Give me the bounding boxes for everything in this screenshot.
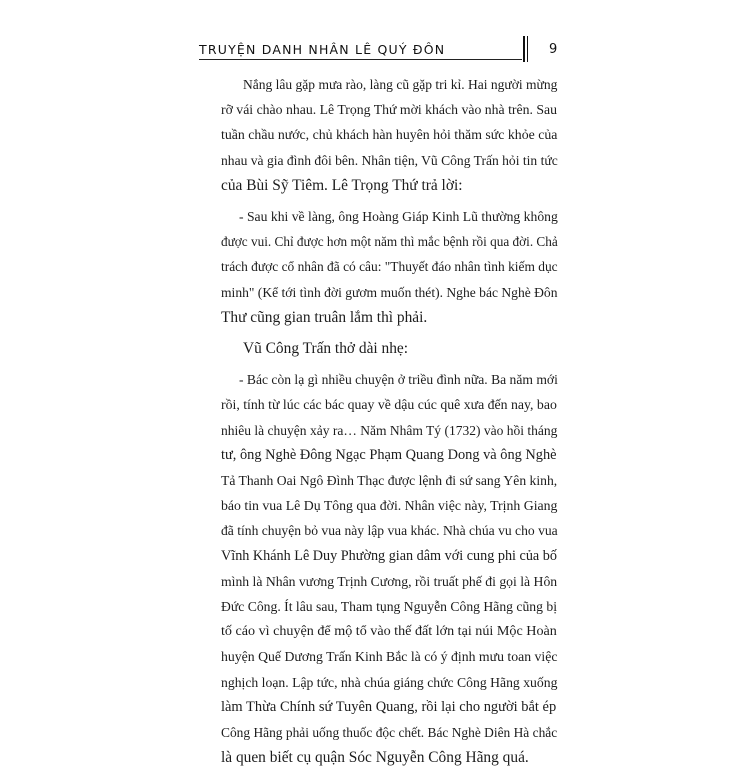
body-text: [199, 72, 558, 770]
text-line: nhau và gia đình đôi bên. Nhân tiện, Vũ Công Trấn hỏi tin tức: [221, 152, 558, 168]
running-head-title: TRUYỆN DANH NHÂN LÊ QUÝ ĐÔN: [199, 42, 446, 57]
text-line: tư, ông Nghè Đông Ngạc Phạm Quang Dong và ông Nghè: [221, 446, 557, 463]
header-divider-bar: [523, 36, 525, 62]
header-rule: [199, 59, 522, 60]
text-line: mình là Nhân vương Trịnh Cương, rồi truất phế đi gọi là Hôn: [221, 573, 558, 589]
page-number: 9: [549, 42, 558, 57]
text-line: tố cáo vì chuyện để mộ tổ vào thế đất lớn tại núi Mộc Hoàn: [221, 623, 557, 640]
text-line: minh" (Kể tới tình đời gươm muốn thét). Nghe bác Nghè Đôn: [221, 284, 558, 300]
text-line: làm Thừa Chính sứ Tuyên Quang, rồi lại cho người bắt ép: [221, 698, 557, 715]
text-line: báo tin vua Lê Dụ Tông qua đời. Nhân việc này, Trịnh Giang: [221, 498, 558, 514]
paragraph-narration-1: [199, 72, 558, 198]
text-line: trách được cổ nhân đã có câu: "Thuyết đáo nhân tình kiếm dục: [221, 259, 558, 275]
text-line: - Bác còn lạ gì nhiều chuyện ở triều đình nữa. Ba năm mới: [239, 372, 558, 388]
text-line: tuần chầu nước, chủ khách hàn huyên hỏi thăm sức khỏe của: [221, 127, 558, 143]
text-line: rỡ vái chào nhau. Lê Trọng Thứ mời khách vào nhà trên. Sau: [221, 102, 558, 118]
text-line: là quen biết cụ quận Sóc Nguyễn Công Hãng quá.: [221, 749, 529, 767]
text-line: Thư cũng gian truân lắm thì phải.: [221, 308, 428, 326]
text-line: Đức Công. Ít lâu sau, Tham tụng Nguyễn Công Hãng cũng bị: [221, 599, 557, 615]
text-line: huyện Quế Dương Trấn Kinh Bắc là có ý định mưu toan việc: [221, 649, 558, 665]
text-line: Tả Thanh Oai Ngô Đình Thạc được lệnh đi sứ sang Yên kinh,: [221, 473, 558, 489]
text-line: Nắng lâu gặp mưa rào, làng cũ gặp tri kỉ. Hai người mừng: [243, 77, 558, 92]
text-line: - Sau khi về làng, ông Hoàng Giáp Kinh Lũ thường không: [239, 209, 558, 225]
text-line: rồi, tính từ lúc các bác quay về dậu cúc quê xưa đến nay, bao: [221, 397, 557, 413]
text-line: Công Hãng phải uống thuốc độc chết. Bác Nghè Diên Hà chắc: [221, 725, 558, 741]
text-line: được vui. Chỉ được hơn một năm thì mắc bệnh rồi qua đời. Chả: [221, 234, 558, 250]
text-line: Vĩnh Khánh Lê Duy Phường gian dâm với cung phi của bố: [221, 547, 557, 564]
text-line: đã tính chuyện bỏ vua này lập vua khác. Nhà chúa vu cho vua: [221, 523, 558, 539]
text-line: Vũ Công Trấn thở dài nhẹ:: [243, 340, 409, 358]
text-line: nghịch loạn. Lập tức, nhà chúa giáng chức Công Hãng xuống: [221, 674, 558, 690]
paragraph-dialogue-2: [199, 367, 558, 770]
text-line: nhiêu là chuyện xảy ra… Năm Nhâm Tý (1732) vào hồi tháng: [221, 422, 558, 438]
header-divider-bar-thin: [527, 36, 528, 62]
paragraph-narration-2: [199, 336, 555, 361]
paragraph-dialogue-1: [199, 204, 558, 330]
text-line: của Bùi Sỹ Tiêm. Lê Trọng Thứ trả lời:: [221, 176, 463, 194]
